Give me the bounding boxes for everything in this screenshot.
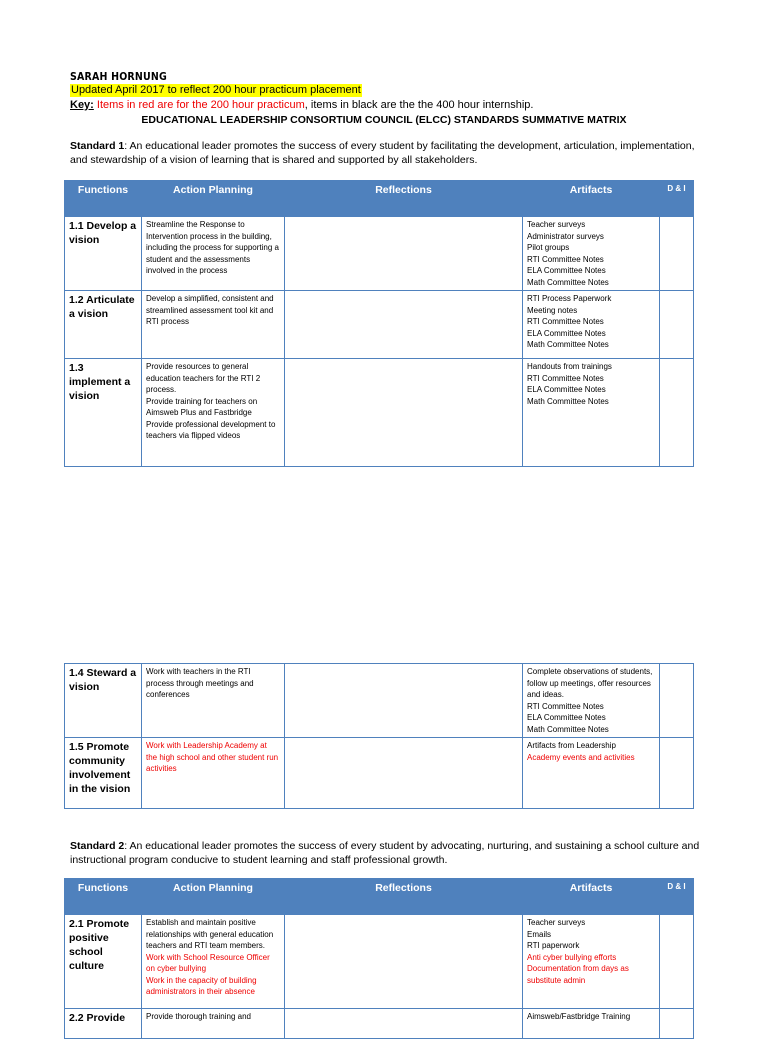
artifacts-cell — [523, 291, 660, 359]
table-row — [65, 915, 694, 1009]
function-cell: 1.4 Steward a vision — [65, 664, 142, 738]
cell-line: Provide professional development to teachers via flipped videos — [146, 419, 276, 440]
col-action-planning: Action Planning — [142, 879, 285, 915]
document-title: EDUCATIONAL LEADERSHIP CONSORTIUM COUNCIL (ELCC) STANDARDS SUMMATIVE MATRIX — [141, 114, 627, 126]
key-black-text: , items in black are the the 400 hour internship. — [304, 99, 534, 111]
key-label: Key: — [70, 99, 94, 111]
reflection-cell — [285, 915, 523, 1009]
standard-2-text — [70, 840, 700, 867]
di-cell — [660, 738, 694, 809]
action-cell — [142, 738, 285, 809]
cell-line: RTI Committee Notes — [527, 254, 604, 264]
standard-1-text — [70, 140, 700, 167]
function-cell: 1.2 Articulate a vision — [65, 291, 142, 359]
cell-line: Aimsweb/Fastbridge Training — [527, 1012, 631, 1021]
standard-2-body: : An educational leader promotes the success of every student by advocating, nurturing, and sustaining a school culture and instructional program conducive to student learning and staff professional growth. — [70, 840, 700, 866]
cell-line: RTI paperwork — [527, 941, 580, 950]
table-row — [65, 738, 694, 809]
cell-line: Provide thorough training and — [146, 1012, 251, 1021]
function-cell: 1.3 implement a vision — [65, 359, 142, 467]
reflection-cell — [285, 291, 523, 359]
action-cell — [142, 915, 285, 1009]
reflection-cell — [285, 217, 523, 291]
function-cell: 1.1 Develop a vision — [65, 217, 142, 291]
cell-line: Provide training for teachers on Aimsweb Plus and Fastbridge — [146, 396, 258, 417]
cell-line: Streamline the Response to Intervention process in the building, including the process for supporting a student and the assessments involved in the process — [146, 220, 279, 275]
di-cell — [660, 291, 694, 359]
cell-line: Establish and maintain positive relationships with general education teachers and RTI team members. — [146, 918, 274, 950]
cell-line: Develop a simplified, consistent and streamlined assessment tool kit and RTI process — [146, 294, 274, 326]
di-cell — [660, 217, 694, 291]
cell-line: Meeting notes — [527, 305, 578, 315]
standard-1-label: Standard 1 — [70, 140, 125, 152]
cell-line: Work with teachers in the RTI process through meetings and conferences — [146, 667, 254, 699]
cell-line: RTI Process Paperwork — [527, 294, 612, 303]
table-row — [65, 217, 694, 291]
col-functions: Functions — [65, 879, 142, 915]
cell-line: Work in the capacity of building administrators in their absence — [146, 975, 257, 996]
cell-line: Teacher surveys — [527, 220, 586, 229]
function-cell: 2.2 Provide — [65, 1009, 142, 1039]
standard-1-body: : An educational leader promotes the success of every student by facilitating the development, articulation, implementation, and stewardship of a vision of learning that is shared and supported by all stakeholders. — [70, 140, 695, 166]
table-row — [65, 359, 694, 467]
table-row — [65, 664, 694, 738]
cell-line: RTI Committee Notes — [527, 701, 604, 711]
cell-line: Anti cyber bullying efforts — [527, 952, 617, 962]
col-reflections: Reflections — [285, 181, 523, 217]
cell-line: Academy events and activities — [527, 752, 635, 762]
cell-line: Pilot groups — [527, 243, 570, 252]
artifacts-cell — [523, 359, 660, 467]
cell-line: Teacher surveys — [527, 918, 586, 927]
cell-line: Artifacts from Leadership — [527, 741, 616, 750]
author-name: SARAH HORNUNG — [70, 71, 167, 83]
function-cell: 2.1 Promote positive school culture — [65, 915, 142, 1009]
artifacts-cell — [523, 915, 660, 1009]
col-artifacts: Artifacts — [523, 181, 660, 217]
col-functions: Functions — [65, 181, 142, 217]
artifacts-cell — [523, 738, 660, 809]
cell-line: Work with Leadership Academy at the high school and other student run activities — [146, 741, 279, 773]
reflection-cell — [285, 664, 523, 738]
col-di: D & I — [660, 879, 694, 915]
table-header-row — [65, 181, 694, 217]
cell-line: Provide resources to general education teachers for the RTI 2 process. — [146, 362, 261, 394]
cell-line: ELA Committee Notes — [527, 385, 606, 394]
col-reflections: Reflections — [285, 879, 523, 915]
cell-line: Math Committee Notes — [527, 396, 609, 406]
standard-1-table — [64, 180, 694, 467]
function-cell: 1.5 Promote community involvement in the vision — [65, 738, 142, 809]
col-di: D & I — [660, 181, 694, 217]
cell-line: ELA Committee Notes — [527, 713, 606, 722]
cell-line: Math Committee Notes — [527, 277, 609, 287]
di-cell — [660, 915, 694, 1009]
cell-line: RTI Committee Notes — [527, 317, 604, 326]
cell-line: Math Committee Notes — [527, 340, 609, 349]
table-row — [65, 291, 694, 359]
key-legend — [70, 99, 533, 112]
reflection-cell — [285, 738, 523, 809]
artifacts-cell — [523, 217, 660, 291]
cell-line: Complete observations of students, follow up meetings, offer resources and ideas. — [527, 667, 653, 699]
standard-1-table-continued — [64, 663, 694, 809]
cell-line: ELA Committee Notes — [527, 328, 606, 338]
action-cell — [142, 664, 285, 738]
col-artifacts: Artifacts — [523, 879, 660, 915]
key-red-text: Items in red are for the 200 hour practicum — [96, 99, 305, 111]
cell-line: Handouts from trainings — [527, 362, 612, 371]
di-cell — [660, 664, 694, 738]
cell-line: RTI Committee Notes — [527, 373, 604, 383]
artifacts-cell — [523, 664, 660, 738]
cell-line: Administrator surveys — [527, 231, 604, 241]
standard-2-table — [64, 878, 694, 1039]
reflection-cell — [285, 359, 523, 467]
cell-line: Work with School Resource Officer on cyber bullying — [146, 952, 270, 973]
update-note: Updated April 2017 to reflect 200 hour practicum placement — [71, 84, 361, 96]
standard-2-label: Standard 2 — [70, 840, 125, 852]
action-cell — [142, 359, 285, 467]
cell-line: Emails — [527, 929, 552, 939]
action-cell — [142, 291, 285, 359]
cell-line: Documentation from days as substitute admin — [527, 964, 629, 985]
cell-line: Math Committee Notes — [527, 724, 609, 734]
table-header-row — [65, 879, 694, 915]
col-action-planning: Action Planning — [142, 181, 285, 217]
action-cell — [142, 217, 285, 291]
di-cell — [660, 359, 694, 467]
cell-line: ELA Committee Notes — [527, 266, 606, 275]
